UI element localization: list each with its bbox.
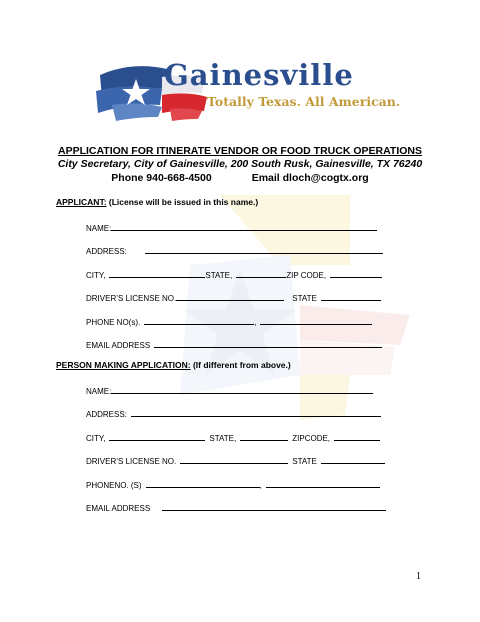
applicant-email-label: EMAIL ADDRESS <box>86 341 151 350</box>
page-number: 1 <box>416 571 421 582</box>
person-address-field <box>86 408 381 419</box>
applicant-city-input[interactable] <box>109 269 205 278</box>
logo-tagline: Totally Texas. All American. <box>207 94 401 109</box>
applicant-email-field <box>86 339 382 350</box>
applicant-zip-label: ZIP CODE, <box>286 271 327 280</box>
person-city-label: CITY, <box>86 434 106 443</box>
applicant-name-input[interactable] <box>111 222 377 231</box>
applicant-heading: APPLICANT: <box>56 197 107 207</box>
person-state-input[interactable] <box>240 432 288 441</box>
applicant-address-label: ADDRESS: <box>86 247 127 256</box>
person-zip-input[interactable] <box>334 432 380 441</box>
person-phone-input-1[interactable] <box>146 479 260 488</box>
applicant-license-state-label: STATE <box>292 294 317 303</box>
logo-wordmark: Gainesville <box>164 58 354 92</box>
applicant-name-field <box>86 222 377 233</box>
person-address-label: ADDRESS: <box>86 410 127 419</box>
person-license-label: DRIVER’S LICENSE NO. <box>86 457 177 466</box>
applicant-address-input[interactable] <box>145 245 383 254</box>
applicant-zip-input[interactable] <box>330 269 382 278</box>
person-email-input[interactable] <box>162 502 386 511</box>
applicant-note: (License will be issued in this name.) <box>108 197 259 207</box>
applicant-license-field <box>86 292 381 303</box>
contact-phone: Phone 940-668-4500 <box>111 172 212 184</box>
person-heading: PERSON MAKING APPLICATION: <box>56 360 191 370</box>
applicant-phone-label: PHONE NO(s). <box>86 318 141 327</box>
person-phone-input-2[interactable] <box>266 479 380 488</box>
person-phone-separator: , <box>259 481 262 490</box>
person-name-label: NAME: <box>86 387 112 396</box>
applicant-phone-field <box>86 316 372 327</box>
person-note: (If different from above.) <box>192 360 291 370</box>
applicant-state-input[interactable] <box>236 269 286 278</box>
person-email-field <box>86 502 386 513</box>
person-name-field <box>86 385 373 396</box>
person-phone-field <box>86 479 380 490</box>
person-city-field <box>86 432 380 443</box>
applicant-city-label: CITY, <box>86 271 106 280</box>
applicant-phone-separator: , <box>254 318 257 327</box>
contact-email: Email dloch@cogtx.org <box>251 172 369 184</box>
person-state-label: STATE, <box>209 434 237 443</box>
applicant-city-field <box>86 269 382 280</box>
applicant-section-heading <box>56 197 258 207</box>
form-title: APPLICATION FOR ITINERATE VENDOR OR FOOD TRUCK OPERATIONS <box>57 145 422 157</box>
person-city-input[interactable] <box>109 432 205 441</box>
person-zip-label: ZIPCODE, <box>292 434 331 443</box>
applicant-address-field <box>86 245 383 256</box>
person-license-input[interactable] <box>180 455 288 464</box>
person-address-input[interactable] <box>131 408 381 417</box>
person-license-state-input[interactable] <box>321 455 385 464</box>
applicant-name-label: NAME: <box>86 224 112 233</box>
office-address: City Secretary, City of Gainesville, 200 South Rusk, Gainesville, TX 76240 <box>57 158 423 170</box>
person-license-state-label: STATE <box>292 457 317 466</box>
person-email-label: EMAIL ADDRESS <box>86 504 151 513</box>
applicant-license-label: DRIVER’S LICENSE NO. <box>86 294 177 303</box>
person-name-input[interactable] <box>111 385 373 394</box>
person-phone-label: PHONENO. (S) <box>86 481 142 490</box>
person-section-heading <box>56 360 291 370</box>
applicant-phone-input-1[interactable] <box>144 316 257 327</box>
applicant-email-input[interactable] <box>154 339 382 348</box>
contact-line <box>0 172 480 184</box>
person-license-field <box>86 455 385 466</box>
applicant-state-label: STATE, <box>205 271 233 280</box>
applicant-license-input[interactable] <box>176 292 284 301</box>
applicant-license-state-input[interactable] <box>321 292 381 301</box>
applicant-phone-input-2[interactable] <box>260 316 372 325</box>
